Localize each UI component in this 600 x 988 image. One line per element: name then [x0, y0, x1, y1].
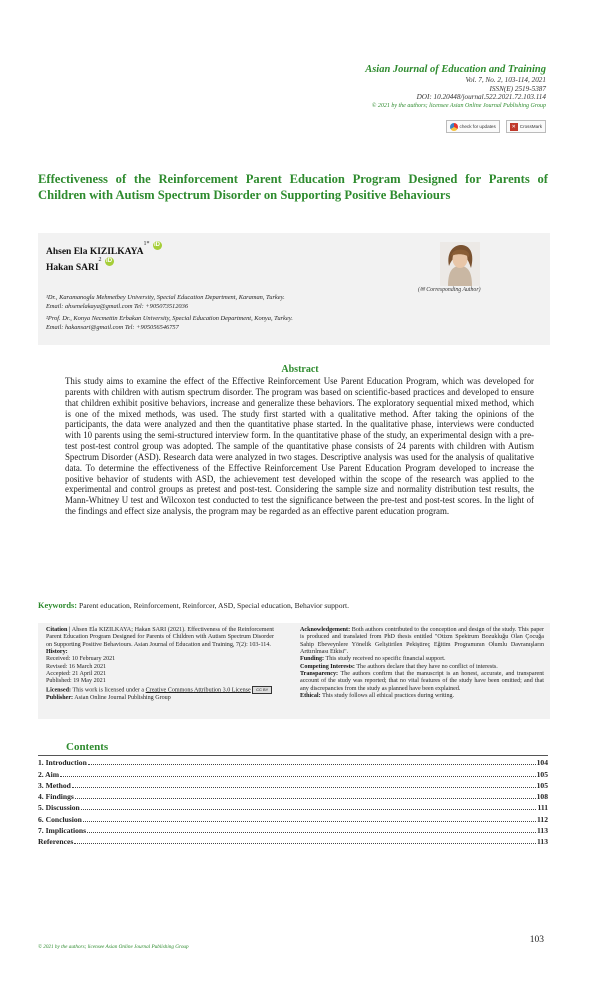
journal-doi[interactable]: DOI: 10.20448/journal.522.2021.72.103.114: [416, 93, 546, 102]
keywords-label: Keywords:: [38, 601, 78, 610]
header-badges: [446, 120, 546, 133]
author-1-sup: 1*: [143, 241, 150, 247]
competing-label: Competing Interests:: [300, 663, 355, 670]
check-updates-label: check for updates: [459, 124, 496, 129]
affiliation-1: ¹Dr., Karamanoglu Mehmetbey University, Special Education Department, Karaman, Turkey.: [46, 294, 285, 301]
history-accepted: Accepted: 21 April 2021: [46, 671, 107, 678]
toc-item-implications[interactable]: [38, 824, 548, 835]
toc-item-label: 3. Method: [38, 780, 71, 790]
journal-copyright: © 2021 by the authors; licensee Asian Online Journal Publishing Group: [371, 102, 546, 109]
toc-item-conclusion[interactable]: [38, 812, 548, 823]
toc-item-label: References: [38, 837, 74, 847]
history-received: Received: 10 February 2021: [46, 656, 116, 663]
history-published: Published: 19 May 2021: [46, 678, 106, 685]
toc-leader: [75, 798, 536, 799]
ethical-label: Ethical:: [300, 693, 321, 700]
crossref-icon: ✕: [511, 123, 516, 130]
toc-item-page: 104: [536, 758, 548, 768]
crossref-label: CrossMark: [519, 124, 542, 129]
citation-label: Citation |: [46, 627, 71, 633]
toc-item-label: 6. Conclusion: [38, 814, 82, 824]
journal-issn: ISSN(E) 2519-5387: [489, 84, 546, 93]
affiliation-2-email[interactable]: Email: hakansari@gmail.com Tel: +905056546757: [46, 324, 179, 331]
history-label: History:: [46, 649, 68, 656]
journal-volume: Vol. 7, No. 2, 103-114, 2021: [465, 76, 546, 84]
toc-item-label: 4. Findings: [38, 792, 74, 802]
table-of-contents: [38, 756, 548, 846]
info-right-column: [300, 627, 544, 700]
license: [46, 686, 274, 695]
contents-heading: Contents: [66, 741, 109, 753]
crossref-badge[interactable]: [506, 120, 546, 133]
affiliations: [46, 293, 426, 332]
toc-item-aim[interactable]: [38, 767, 548, 778]
competing-interests: [300, 664, 544, 671]
footer-copyright: © 2021 by the authors; licensee Asian Online Journal Publishing Group: [38, 944, 189, 950]
affiliation-2: ²Prof. Dr., Konya Necmettin Erbakan University, Special Education Department, Konya, Turkey.: [46, 315, 293, 322]
funding: [300, 656, 544, 663]
toc-leader: [83, 821, 536, 822]
ack-label: Acknowledgement:: [300, 627, 351, 633]
toc-item-page: 111: [537, 803, 548, 813]
funding-label: Funding:: [300, 656, 325, 663]
toc-leader: [81, 809, 537, 810]
page-number: 103: [529, 935, 544, 945]
article-title: Effectiveness of the Reinforcement Parent Education Program Designed for Parents of Children with Autism Spectrum Disorder on Supporting Positive Behaviours: [38, 172, 548, 202]
history-revised: Revised: 16 March 2021: [46, 663, 107, 670]
transparency-label: Transparency:: [300, 671, 339, 678]
info-left-column: [46, 627, 274, 702]
article-info-box: [38, 623, 550, 719]
toc-item-page: 108: [536, 792, 548, 802]
citation-text: Ahsen Ela KIZILKAYA; Hakan SARI (2021). Effectiveness of the Reinforcement Parent Education Program Designed for Parents of Children with Autism Spectrum Disorder on Supporting Positive Behaviours. Asian Journal of Education and Training, 7(2): 103-114.: [46, 627, 274, 648]
toc-item-label: 7. Implications: [38, 826, 87, 836]
orcid-icon[interactable]: iD: [106, 258, 113, 264]
journal-title: Asian Journal of Education and Training: [365, 64, 546, 75]
funding-text: This study received no specific financial support.: [325, 656, 446, 663]
check-updates-icon: [450, 123, 458, 131]
toc-leader: [60, 776, 536, 777]
transparency-text: The authors confirm that the manuscript is an honest, accurate, and transparent account of the study was reported; that no vital features of the study have been omitted; and that any discrepancies from the study as planned have been explained.: [300, 671, 544, 692]
keywords: [38, 601, 558, 610]
toc-item-references[interactable]: [38, 835, 548, 846]
journal-header: [365, 63, 546, 110]
affiliation-1-email[interactable]: Email: ahsenelakaya@gmail.com Tel: +905073512036: [46, 303, 189, 310]
toc-leader: [72, 787, 536, 788]
toc-item-page: 113: [537, 826, 548, 836]
author-photo-image: [440, 242, 480, 286]
competing-text: The authors declare that they have no conflict of interests.: [356, 663, 498, 670]
license-label: Licensed:: [46, 687, 72, 694]
keywords-text: Parent education, Reinforcement, Reinforcer, ASD, Special education, Behavior support.: [78, 601, 350, 610]
toc-item-label: 2. Aim: [38, 769, 60, 779]
ack-text: Both authors contributed to the conception and design of the study. This paper is produced and translated from PhD thesis entitled "Otizm Spektrum Bozukluğu Olan Çocuğa Sahip Ebeveynlere Yönelik Geliştirilen Pekiştireç Eğitim Programının Olumlu Davranışların Arttırılması Etkisi".: [300, 627, 544, 656]
cc-by-icon[interactable]: CC BY: [252, 686, 272, 694]
check-updates-badge[interactable]: [446, 120, 500, 133]
toc-leader: [87, 832, 536, 833]
history: [46, 649, 274, 656]
acknowledgement: [300, 627, 544, 656]
abstract-heading: Abstract: [281, 364, 319, 375]
toc-item-findings[interactable]: [38, 790, 548, 801]
ethical: [300, 693, 544, 700]
toc-item-page: 113: [537, 837, 548, 847]
toc-item-page: 112: [537, 814, 548, 824]
publisher-label: Publisher:: [46, 694, 74, 701]
toc-item-discussion[interactable]: [38, 801, 548, 812]
license-link[interactable]: Creative Commons Attribution 3.0 License: [145, 687, 251, 694]
ethical-text: This study follows all ethical practices during writing.: [322, 693, 455, 700]
author-1-name: Ahsen Ela KIZILKAYA: [46, 247, 144, 257]
author-2: [46, 257, 114, 275]
author-2-name: Hakan SARI: [46, 263, 99, 273]
toc-item-method[interactable]: [38, 779, 548, 790]
license-text: This work is licensed under a: [72, 687, 145, 694]
publisher: [46, 695, 274, 702]
abstract-text: This study aims to examine the effect of the Effective Reinforcement Use Parent Education Program, which was developed for parents with children with autism spectrum disorder. The program was based on scientific-based practices and developed to ensure that children exhibit positive behaviors, increase and generalize these behaviors. The exploratory sequential mixed method, which is one of the mixed methods, was used. The study first started with a qualitative method. After taking the opinions of the participants, the data were analyzed and then the quantitative phase started. In the qualitative phase, interviews were conducted with 10 parents using the semi-structured interview form. In the quantitative phase of the study, an experimental design with a pre-test post-test control group was adopted. The sample of the quantitative phase consists of 24 parents with children with Autism Spectrum Disorder (ASD). Research data were analyzed in two stages. Descriptive analysis was used for the analysis of qualitative data. To determine the effectiveness of the Effective Reinforcement Use Parent Education Program developed to increase the positive behavior of students with ASD, the achievement test developed within the scope of the research was applied to the experimental and control groups as pretest and post-test. Considering the sample size and normality distribution test results, the Mann-Whitney U test and Wilcoxon test conducted to test the significance between the pre-test and post-test scores. In the light of the findings and effect size analysis, the program may be regarded as an effective parent education program.: [65, 376, 534, 517]
toc-leader: [74, 843, 536, 844]
transparency: [300, 671, 544, 693]
corresponding-author-note: (✉ Corresponding Author): [418, 287, 481, 293]
toc-item-label: 1. Introduction: [38, 758, 87, 768]
toc-item-page: 105: [536, 780, 548, 790]
toc-leader: [88, 764, 536, 765]
toc-item-introduction[interactable]: [38, 756, 548, 767]
orcid-icon[interactable]: iD: [154, 242, 161, 248]
author-2-sup: 2: [98, 257, 102, 263]
publisher-text: Asian Online Journal Publishing Group: [74, 694, 171, 701]
author-photo: [440, 242, 480, 286]
toc-item-label: 5. Discussion: [38, 803, 80, 813]
toc-item-page: 105: [536, 769, 548, 779]
citation: [46, 627, 274, 649]
